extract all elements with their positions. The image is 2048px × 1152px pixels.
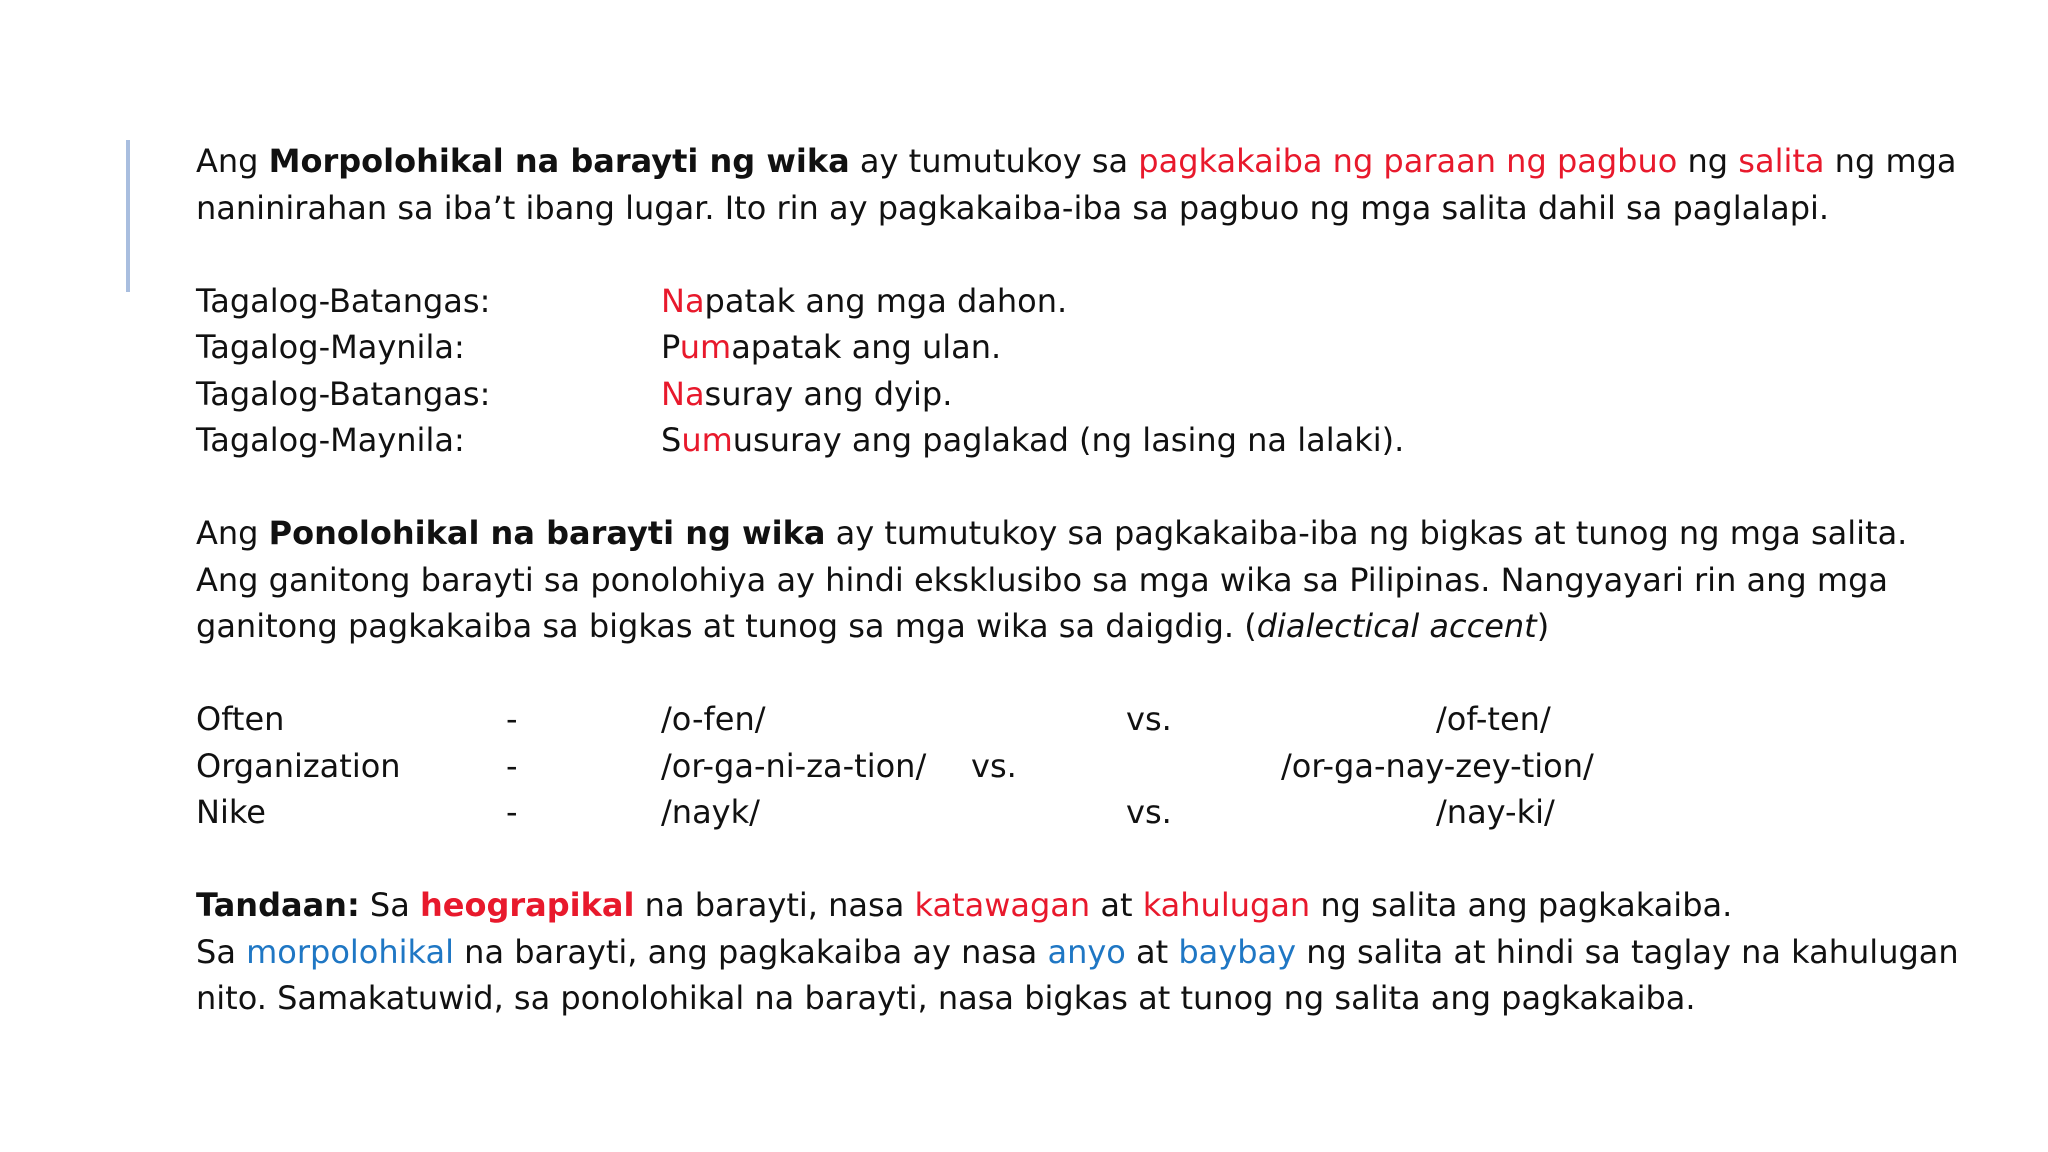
- pronunciation-a: /o-fen/: [661, 700, 766, 738]
- pronunciation-b: /or-ga-nay-zey-tion/: [1281, 746, 1594, 785]
- highlight-baybay: baybay: [1178, 932, 1297, 971]
- phonological-term: Ponolohikal na barayti ng wika: [268, 514, 826, 552]
- pronunciation-vs: vs.: [1126, 700, 1172, 738]
- pronunciation-a: /nayk/: [661, 793, 760, 831]
- highlight-kahulugan: kahulugan: [1142, 886, 1311, 924]
- morphological-paragraph: Ang Morpolohikal na barayti ng wika ay tumutukoy sa pagkakaiba ng paraan ng pagbuo ng salita ng mga naninirahan sa iba’t ibang lugar. Ito rin ay pagkakaiba-iba sa pagbuo ng mga salita dahil sa paglalapi.: [196, 142, 1957, 227]
- example-label: Tagalog-Batangas:: [196, 281, 491, 320]
- affix-highlight: um: [681, 421, 733, 459]
- pronunciation-word: Nike: [196, 793, 266, 831]
- dialectical-accent-note: dialectical accent: [1256, 607, 1537, 645]
- tandaan-note: Tandaan: Sa heograpikal na barayti, nasa katawagan at kahulugan ng salita ang pagkakaiba. Sa morpolohikal na barayti, ang pagkakaiba ay nasa anyo at baybay ng salita at hindi sa taglay na kahulugan nito. Samakatuwid, sa ponolohikal na barayti, nasa bigkas at tunog ng salita ang pagkakaiba.: [196, 886, 1959, 1017]
- examples-list: [196, 278, 1976, 464]
- example-sentence: Pumapatak ang ulan.: [661, 328, 1002, 366]
- tandaan-label: Tandaan:: [196, 886, 360, 924]
- example-row: [196, 371, 1976, 418]
- affix-highlight: Na: [661, 281, 705, 320]
- pronunciation-dash: -: [506, 793, 518, 831]
- pronunciation-word: Organization: [196, 746, 401, 785]
- pronunciation-a: /or-ga-ni-za-tion/: [661, 746, 927, 785]
- slide-content: [196, 138, 1976, 1022]
- phonological-paragraph: Ang Ponolohikal na barayti ng wika ay tumutukoy sa pagkakaiba-iba ng bigkas at tunog ng mga salita. Ang ganitong barayti sa ponolohiya ay hindi eksklusibo sa mga wika sa Pilipinas. Nangyayari rin ang mga ganitong pagkakaiba sa bigkas at tunog sa mga wika sa daigdig. (dialectical accent): [196, 514, 1908, 645]
- affix-highlight: Na: [661, 374, 705, 413]
- example-row: [196, 324, 1976, 371]
- example-label: Tagalog-Maynila:: [196, 421, 465, 459]
- slide-accent-bar: [126, 140, 130, 292]
- pronunciation-vs: vs.: [1126, 793, 1172, 831]
- pronunciation-row: [196, 743, 1976, 790]
- example-sentence: Sumusuray ang paglakad (ng lasing na lalaki).: [661, 421, 1405, 459]
- pronunciation-vs: vs.: [971, 746, 1017, 785]
- pronunciation-row: [196, 696, 1976, 743]
- example-sentence: Napatak ang mga dahon.: [661, 281, 1068, 320]
- highlight-katawagan: katawagan: [914, 886, 1091, 924]
- example-row: [196, 278, 1976, 325]
- morphological-term: Morpolohikal na barayti ng wika: [268, 142, 850, 180]
- example-label: Tagalog-Batangas:: [196, 374, 491, 413]
- example-label: Tagalog-Maynila:: [196, 328, 465, 366]
- highlight-formation: pagkakaiba ng paraan ng pagbuo: [1138, 142, 1678, 180]
- pronunciation-dash: -: [506, 700, 518, 738]
- highlight-anyo: anyo: [1047, 932, 1126, 971]
- pronunciation-dash: -: [506, 746, 518, 785]
- example-sentence: Nasuray ang dyip.: [661, 374, 953, 413]
- pronunciation-b: /nay-ki/: [1436, 793, 1555, 831]
- pronunciation-b: /of-ten/: [1436, 700, 1551, 738]
- affix-highlight: um: [679, 328, 732, 366]
- example-row: [196, 417, 1976, 464]
- highlight-heograpikal: heograpikal: [420, 886, 635, 924]
- pronunciation-list: [196, 696, 1976, 836]
- highlight-morpolohikal: morpolohikal: [246, 932, 454, 971]
- highlight-salita: salita: [1738, 142, 1825, 180]
- pronunciation-row: [196, 789, 1976, 836]
- pronunciation-word: Often: [196, 700, 285, 738]
